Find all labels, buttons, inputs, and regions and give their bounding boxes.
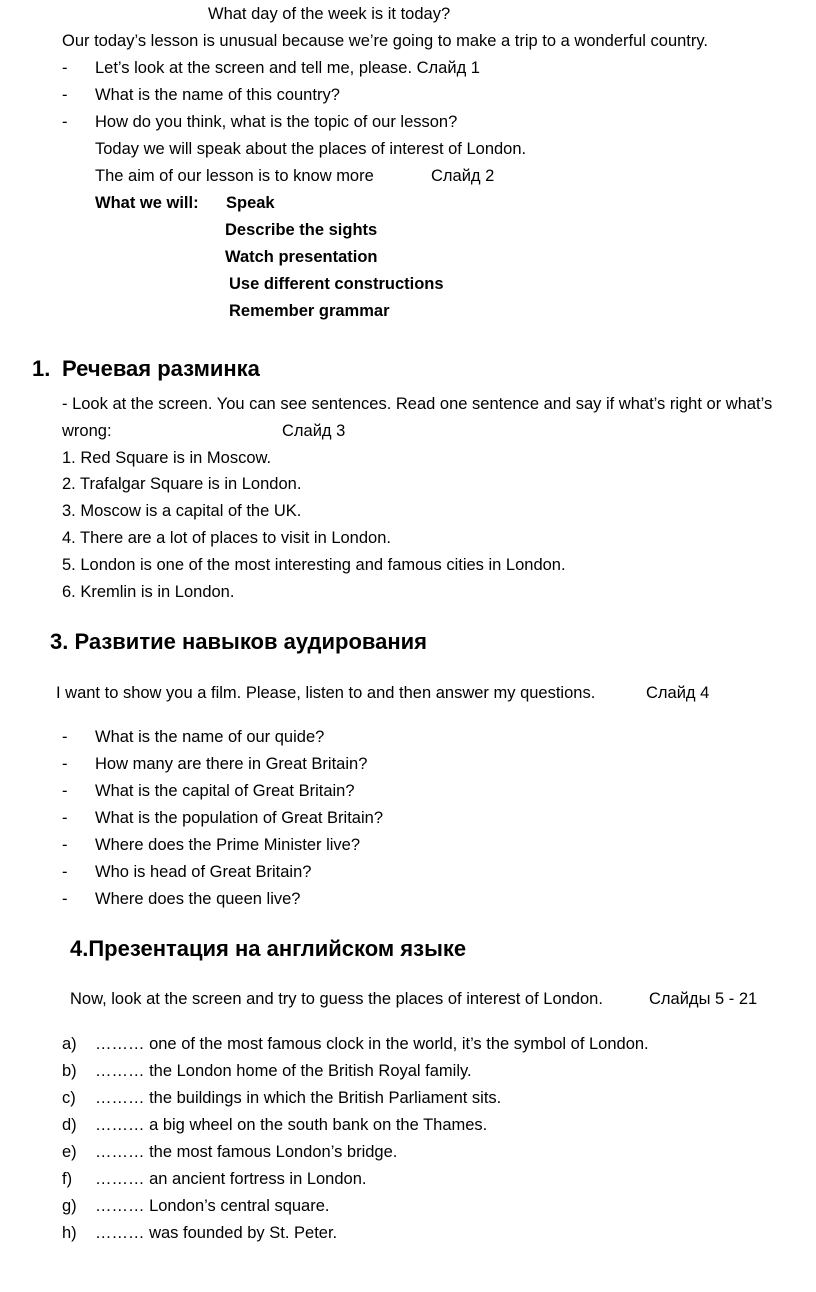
item-text-c: ……… the buildings in which the British Parliament sits. (95, 1089, 502, 1107)
item-text-e: ……… the most famous London’s bridge. (95, 1143, 398, 1161)
lesson-topic: Today we will speak about the places of interest of London. (95, 140, 527, 158)
sentence-3: 3. Moscow is a capital of the UK. (62, 502, 302, 520)
bullet-dash: - (62, 86, 68, 104)
intro-question-3: How do you think, what is the topic of our lesson? (95, 113, 458, 131)
item-label-a: a) (62, 1035, 77, 1053)
will-item-constructions: Use different constructions (229, 275, 444, 293)
sentence-2: 2. Trafalgar Square is in London. (62, 475, 302, 493)
section-3-slide-label: Слайд 4 (646, 684, 710, 702)
bullet-dash: - (62, 809, 68, 827)
section-1-title: Речевая разминка (62, 356, 260, 381)
item-text-f: ……… an ancient fortress in London. (95, 1170, 367, 1188)
will-label: What we will: (95, 194, 199, 212)
section-4-slide-label: Слайды 5 - 21 (649, 990, 758, 1008)
section-3-title: 3. Развитие навыков аудирования (50, 629, 428, 654)
bullet-dash: - (62, 863, 68, 881)
listening-question-7: Where does the queen live? (95, 890, 301, 908)
item-label-h: h) (62, 1224, 77, 1242)
greeting-line: What day of the week is it today? (208, 5, 451, 23)
listening-question-1: What is the name of our quide? (95, 728, 325, 746)
listening-question-5: Where does the Prime Minister live? (95, 836, 361, 854)
item-text-a: ……… one of the most famous clock in the world, it’s the symbol of London. (95, 1035, 649, 1053)
listening-question-2: How many are there in Great Britain? (95, 755, 368, 773)
item-label-g: g) (62, 1197, 77, 1215)
sentence-6: 6. Kremlin is in London. (62, 583, 235, 601)
item-label-f: f) (62, 1170, 73, 1188)
intro-question-1: Let’s look at the screen and tell me, please. Слайд 1 (95, 59, 480, 77)
section-1-slide-label: Слайд 3 (282, 422, 346, 440)
lesson-aim: The aim of our lesson is to know more (95, 167, 374, 185)
will-item-watch: Watch presentation (225, 248, 378, 266)
will-item-describe: Describe the sights (225, 221, 378, 239)
section-1-number: 1. (32, 356, 51, 381)
item-label-d: d) (62, 1116, 77, 1134)
item-text-b: ……… the London home of the British Royal family. (95, 1062, 472, 1080)
item-text-d: ……… a big wheel on the south bank on the Thames. (95, 1116, 488, 1134)
listening-question-3: What is the capital of Great Britain? (95, 782, 355, 800)
will-item-grammar: Remember grammar (229, 302, 390, 320)
listening-question-4: What is the population of Great Britain? (95, 809, 383, 827)
bullet-dash: - (62, 836, 68, 854)
will-item-speak: Speak (226, 194, 275, 212)
sentence-5: 5. London is one of the most interesting and famous cities in London. (62, 556, 566, 574)
item-label-b: b) (62, 1062, 77, 1080)
bullet-dash: - (62, 755, 68, 773)
section-4-title: 4.Презентация на английском языке (70, 936, 467, 961)
section-4-instruction: Now, look at the screen and try to guess the places of interest of London. (70, 990, 603, 1008)
sentence-1: 1. Red Square is in Moscow. (62, 449, 272, 467)
bullet-dash: - (62, 59, 68, 77)
listening-question-6: Who is head of Great Britain? (95, 863, 312, 881)
bullet-dash: - (62, 113, 68, 131)
intro-question-2: What is the name of this country? (95, 86, 340, 104)
item-text-g: ……… London’s central square. (95, 1197, 330, 1215)
item-text-h: ……… was founded by St. Peter. (95, 1224, 338, 1242)
lesson-intro: Our today’s lesson is unusual because we’re going to make a trip to a wonderful country. (62, 32, 708, 50)
bullet-dash: - (62, 782, 68, 800)
section-1-instruction-cont: wrong: (62, 422, 112, 440)
item-label-e: e) (62, 1143, 77, 1161)
bullet-dash: - (62, 728, 68, 746)
section-3-instruction: I want to show you a film. Please, listen to and then answer my questions. (56, 684, 596, 702)
item-label-c: c) (62, 1089, 76, 1107)
bullet-dash: - (62, 890, 68, 908)
sentence-4: 4. There are a lot of places to visit in London. (62, 529, 391, 547)
section-1-instruction: - Look at the screen. You can see sentences. Read one sentence and say if what’s right or what’s (62, 395, 773, 413)
aim-slide-label: Слайд 2 (431, 167, 495, 185)
